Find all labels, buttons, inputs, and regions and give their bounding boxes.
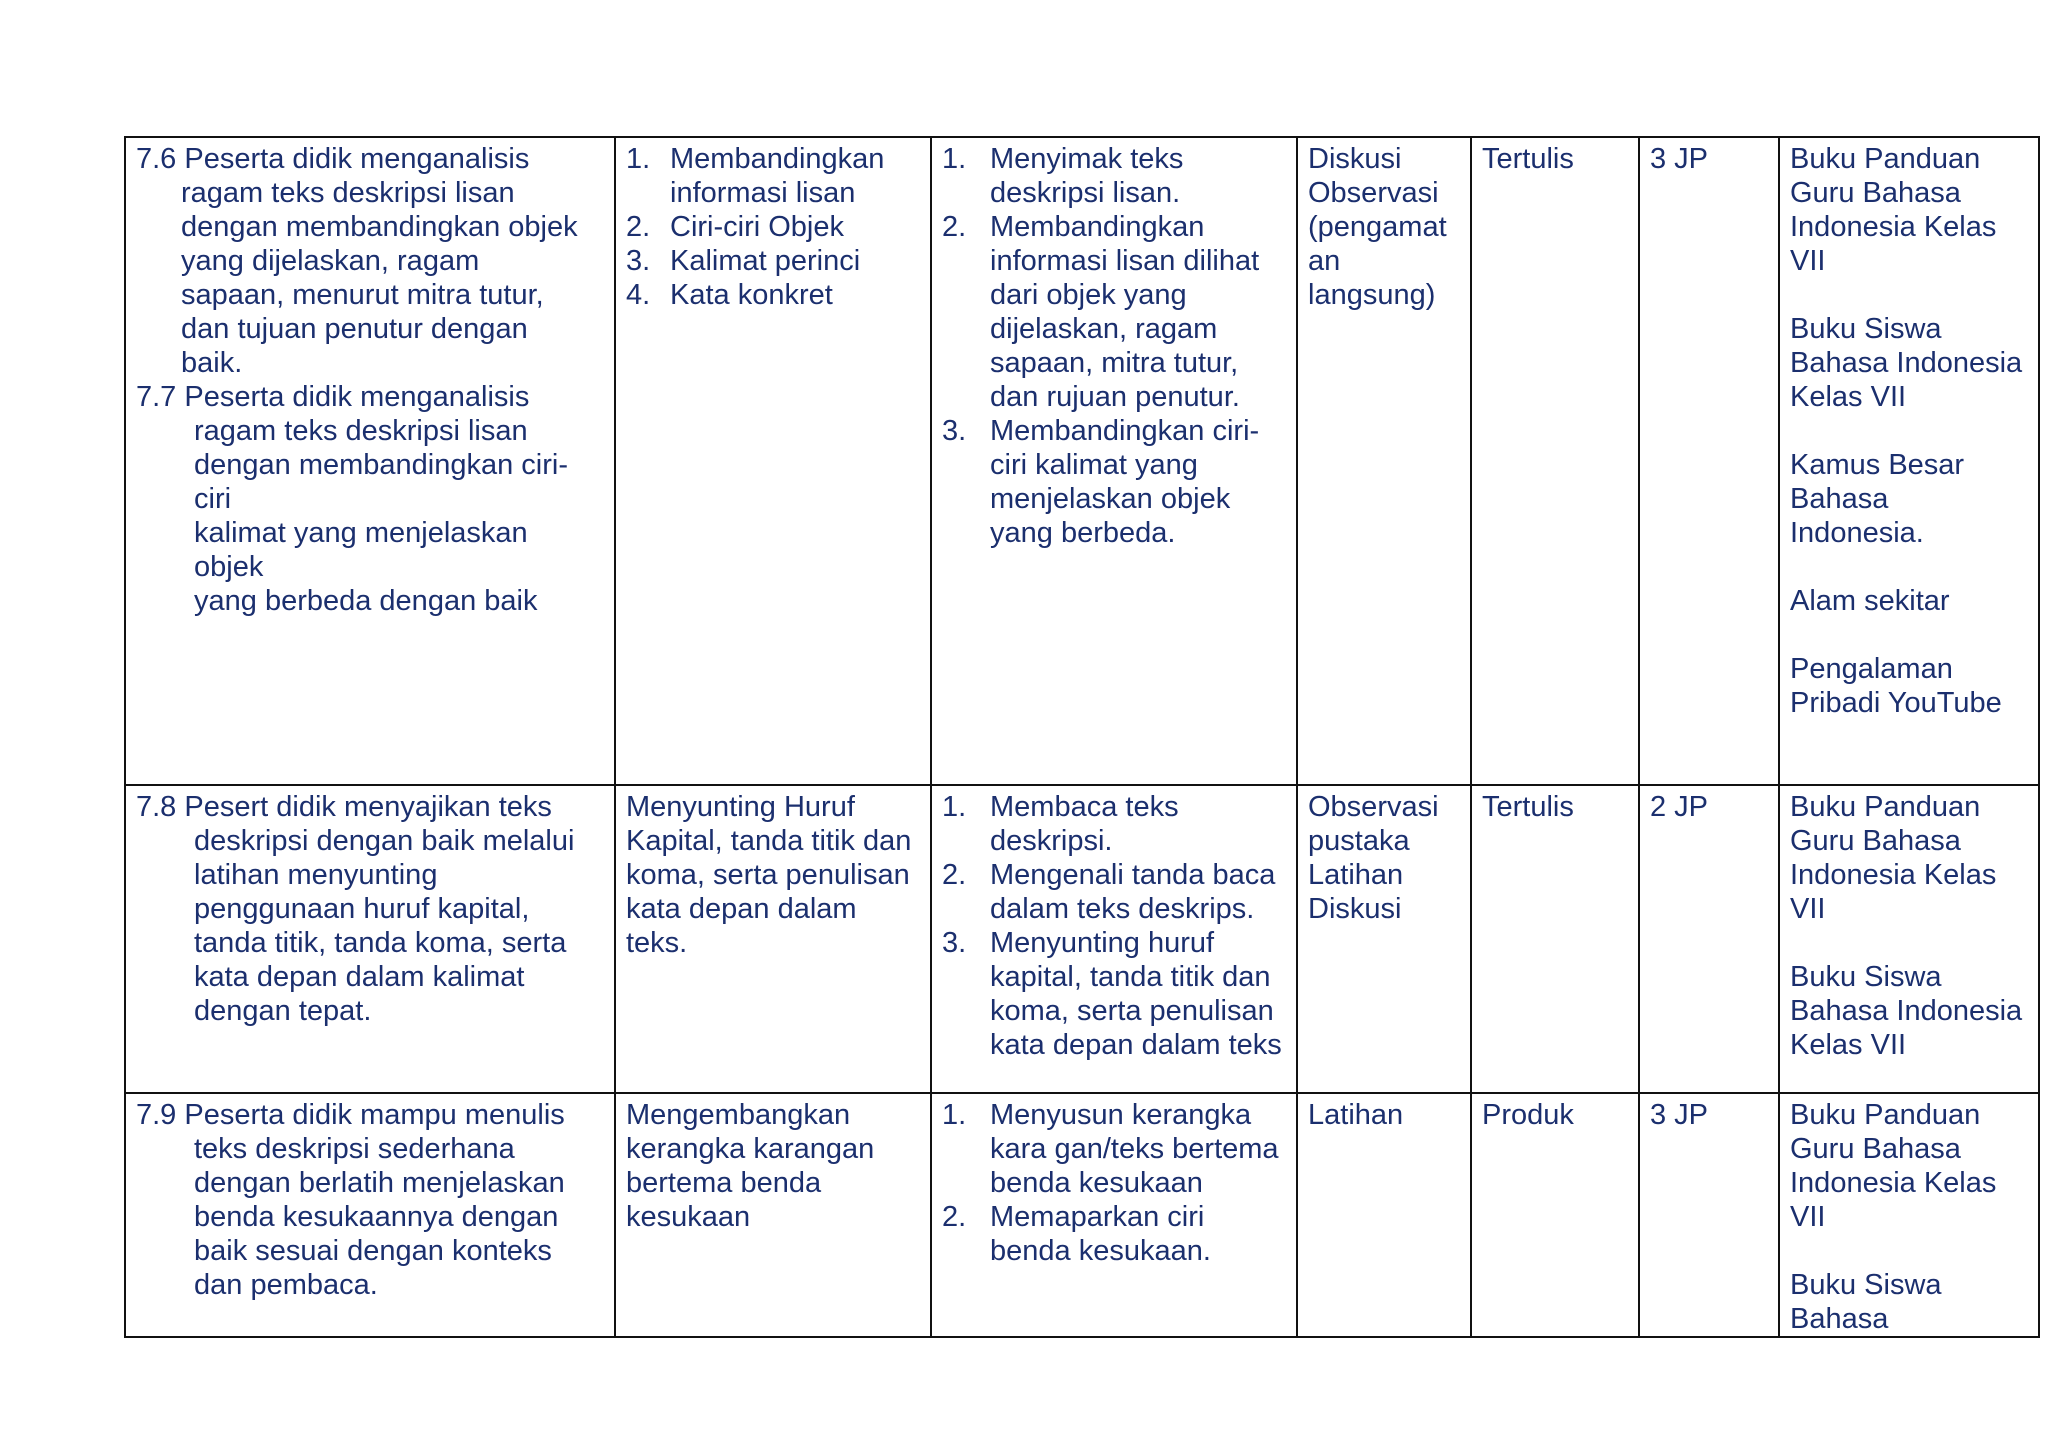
- list-number: 3.: [942, 927, 967, 959]
- kd-text: Pesert didik menyajikan teks: [184, 791, 552, 823]
- kd-text: kalimat yang menjelaskan objek: [194, 517, 528, 583]
- list-text: Menyusun kerangka kara gan/teks bertema benda kesukaan: [990, 1099, 1279, 1199]
- kd-text: dengan membandingkan objek: [181, 211, 578, 243]
- kd-text: Peserta didik menganalisis: [184, 143, 530, 175]
- waktu-cell: [1639, 785, 1779, 1093]
- list-text: Kalimat perinci: [670, 245, 861, 277]
- list-number: 3.: [942, 415, 967, 447]
- list-number: 1.: [942, 791, 967, 823]
- list-text: Menyimak teks deskripsi lisan.: [990, 143, 1184, 209]
- kegiatan-cell: [931, 137, 1297, 785]
- kd-text: tanda titik, tanda koma, serta: [194, 927, 567, 959]
- metode-cell: [1297, 785, 1471, 1093]
- materi-text: Menyunting Huruf Kapital, tanda titik dan koma, serta penulisan kata depan dalam teks.: [626, 791, 912, 959]
- list-text: Mengenali tanda baca dalam teks deskrips.: [990, 859, 1276, 925]
- kd-number: 7.9: [136, 1099, 177, 1131]
- waktu-text: 3 JP: [1650, 143, 1709, 175]
- penilaian-cell: [1471, 137, 1639, 785]
- list-text: Membandingkan informasi lisan: [670, 143, 885, 209]
- kd-text: latihan menyunting: [194, 859, 438, 891]
- kd-item: [136, 380, 604, 618]
- penilaian-cell: [1471, 785, 1639, 1093]
- materi-cell: [615, 785, 931, 1093]
- kd-item: [136, 1098, 604, 1302]
- materi-text: Mengembangkan kerangka karangan bertema benda kesukaan: [626, 1099, 875, 1233]
- kd-text: ragam teks deskripsi lisan: [181, 177, 515, 209]
- list-number: 2.: [626, 211, 651, 243]
- metode-text: Latihan: [1308, 859, 1404, 891]
- kd-text: teks deskripsi sederhana: [194, 1133, 515, 1165]
- kd-cell: [125, 785, 615, 1093]
- list-item: [942, 142, 1286, 210]
- kd-item: [136, 142, 604, 380]
- list-number: 1.: [942, 143, 967, 175]
- list-text: Membandingkan ciri-ciri kalimat yang menjelaskan objek yang berbeda.: [990, 415, 1260, 549]
- waktu-cell: [1639, 137, 1779, 785]
- list-item: [626, 142, 920, 210]
- penilaian-text: Tertulis: [1482, 791, 1574, 823]
- penilaian-text: Produk: [1482, 1099, 1574, 1131]
- list-item: [942, 210, 1286, 414]
- kd-text: kata depan dalam kalimat: [194, 961, 525, 993]
- kegiatan-list: [942, 142, 1286, 550]
- sumber-text: Buku Siswa Bahasa Indonesia Kelas VII: [1790, 313, 2023, 413]
- penilaian-cell: [1471, 1093, 1639, 1337]
- table-row: [125, 1093, 2039, 1337]
- waktu-text: 3 JP: [1650, 1099, 1709, 1131]
- table-row: [125, 785, 2039, 1093]
- sumber-cell: [1779, 137, 2039, 785]
- list-text: Membandingkan informasi lisan dilihat dari objek yang dijelaskan, ragam sapaan, mitra tutur, dan rujuan penutur.: [990, 211, 1260, 413]
- list-item: [626, 244, 920, 278]
- materi-cell: [615, 1093, 931, 1337]
- list-item: [942, 1098, 1286, 1200]
- waktu-cell: [1639, 1093, 1779, 1337]
- kegiatan-cell: [931, 785, 1297, 1093]
- sumber-text: Pengalaman Pribadi YouTube: [1790, 653, 2002, 719]
- kd-text: dan pembaca.: [194, 1269, 378, 1301]
- kd-text: dengan berlatih menjelaskan: [194, 1167, 565, 1199]
- kd-cell: [125, 1093, 615, 1337]
- list-number: 2.: [942, 859, 967, 891]
- kd-text: dengan tepat.: [194, 995, 372, 1027]
- kd-number: 7.8: [136, 791, 177, 823]
- list-item: [626, 210, 920, 244]
- kegiatan-list: [942, 1098, 1286, 1268]
- kegiatan-cell: [931, 1093, 1297, 1337]
- metode-text: Observasi pustaka: [1308, 791, 1439, 857]
- list-text: Ciri-ciri Objek: [670, 211, 844, 243]
- list-text: Kata konkret: [670, 279, 833, 311]
- sumber-text: Buku Siswa Bahasa Indonesia Kelas VII: [1790, 961, 2023, 1061]
- kd-text: dan tujuan penutur dengan: [181, 313, 528, 345]
- kd-text: ragam teks deskripsi lisan: [194, 415, 528, 447]
- metode-text: Latihan: [1308, 1099, 1404, 1131]
- list-text: Membaca teks deskripsi.: [990, 791, 1179, 857]
- kd-text: benda kesukaannya dengan: [194, 1201, 559, 1233]
- list-number: 2.: [942, 211, 967, 243]
- waktu-text: 2 JP: [1650, 791, 1709, 823]
- list-item: [942, 858, 1286, 926]
- metode-cell: [1297, 1093, 1471, 1337]
- sumber-cell: [1779, 1093, 2039, 1337]
- metode-text: Observasi (pengamat an langsung): [1308, 177, 1447, 311]
- list-item: [942, 790, 1286, 858]
- kd-text: baik.: [181, 347, 243, 379]
- kd-text: Peserta didik menganalisis: [184, 381, 530, 413]
- kd-text: deskripsi dengan baik melalui: [194, 825, 575, 857]
- sumber-text: Kamus Besar Bahasa Indonesia.: [1790, 449, 1965, 549]
- kd-text: yang dijelaskan, ragam: [181, 245, 480, 277]
- sumber-text: Buku Panduan Guru Bahasa Indonesia Kelas VII: [1790, 791, 1997, 925]
- metode-text: Diskusi: [1308, 143, 1402, 175]
- list-item: [942, 414, 1286, 550]
- kd-item: [136, 790, 604, 1028]
- sumber-cell: [1779, 785, 2039, 1093]
- kd-number: 7.6: [136, 143, 177, 175]
- kd-cell: [125, 137, 615, 785]
- kd-text: sapaan, menurut mitra tutur,: [181, 279, 544, 311]
- list-text: Menyunting huruf kapital, tanda titik dan koma, serta penulisan kata depan dalam teks: [990, 927, 1282, 1061]
- sumber-text: Buku Panduan Guru Bahasa Indonesia Kelas VII: [1790, 1099, 1997, 1233]
- table-row: [125, 137, 2039, 785]
- list-item: [942, 1200, 1286, 1268]
- materi-cell: [615, 137, 931, 785]
- kd-text: yang berbeda dengan baik: [194, 585, 538, 617]
- metode-cell: [1297, 137, 1471, 785]
- list-item: [942, 926, 1286, 1062]
- list-number: 3.: [626, 245, 651, 277]
- materi-list: [626, 142, 920, 312]
- kd-number: 7.7: [136, 381, 177, 413]
- kegiatan-list: [942, 790, 1286, 1062]
- kd-text: dengan membandingkan ciri-ciri: [194, 449, 568, 515]
- list-number: 4.: [626, 279, 651, 311]
- list-number: 2.: [942, 1201, 967, 1233]
- list-number: 1.: [626, 143, 651, 175]
- list-number: 1.: [942, 1099, 967, 1131]
- sumber-text: Buku Siswa Bahasa: [1790, 1269, 1942, 1335]
- kd-text: baik sesuai dengan konteks: [194, 1235, 552, 1267]
- kd-text: Peserta didik mampu menulis: [184, 1099, 565, 1131]
- metode-text: Diskusi: [1308, 893, 1402, 925]
- penilaian-text: Tertulis: [1482, 143, 1574, 175]
- sumber-text: Alam sekitar: [1790, 585, 1950, 617]
- list-item: [626, 278, 920, 312]
- syllabus-table: [124, 136, 2040, 1338]
- list-text: Memaparkan ciri benda kesukaan.: [990, 1201, 1211, 1267]
- kd-text: penggunaan huruf kapital,: [194, 893, 530, 925]
- sumber-text: Buku Panduan Guru Bahasa Indonesia Kelas VII: [1790, 143, 1997, 277]
